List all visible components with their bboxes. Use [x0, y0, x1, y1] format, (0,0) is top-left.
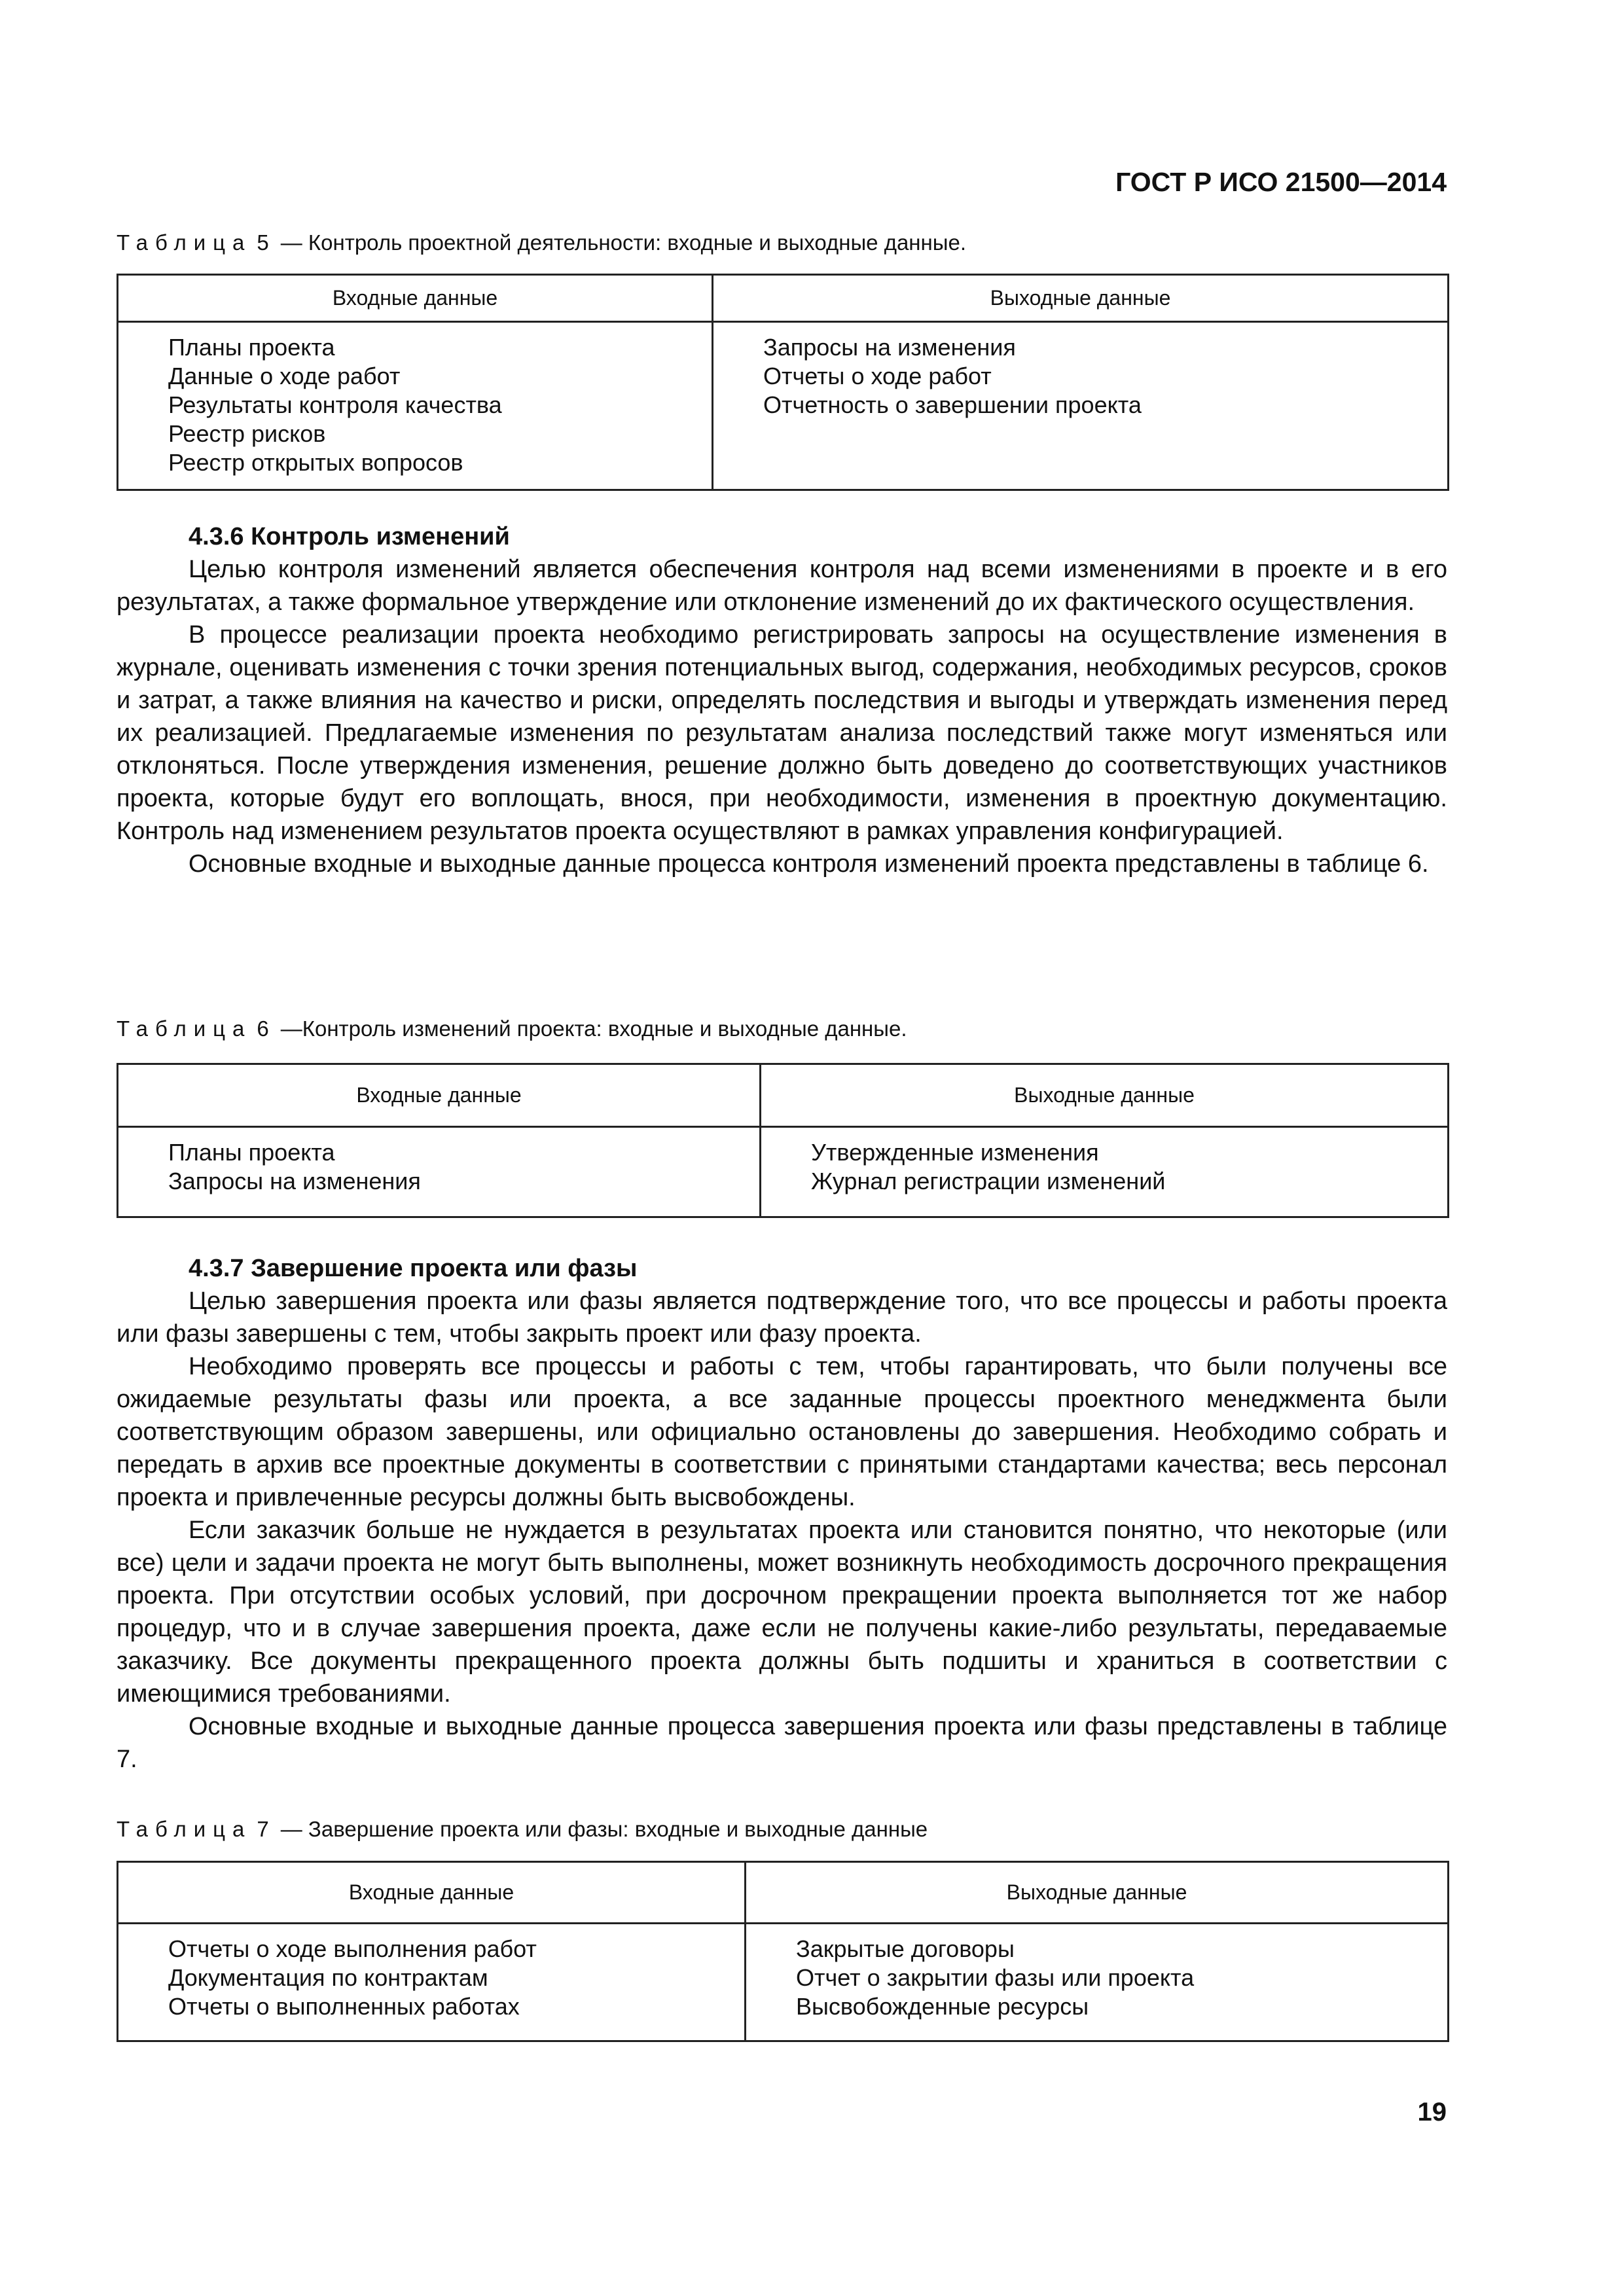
table5-input-item: Данные о ходе работ — [168, 363, 401, 389]
table7-input-item: Документация по контрактам — [168, 1964, 488, 1991]
table6-output-item: Журнал регистрации изменений — [811, 1168, 1166, 1194]
table5-caption-label: Таблица — [117, 230, 252, 255]
table6-outputs-cell — [761, 1127, 1449, 1217]
table5-output-item: Запросы на изменения — [763, 334, 1016, 361]
section-4-3-6-paragraph: В процессе реализации проекта необходимо регистрировать запросы на осуществление изменения в журнале, оценивать изменения с точки зрения потенциальных выгод, содержания, необходимых ресурсов, сроков и затрат, а также влияния на качество и риски, определять последствия и выгоды и утверждать изменения перед их реализацией. Предлагаемые изменения по результатам анализа последствий также могут изменяться или отклоняться. После утверждения изменения, решение должно быть доведено до соответствующих участников проекта, которые будут его воплощать, внося, при необходимости, изменения в проектную документацию. Контроль над изменением результатов проекта осуществляют в рамках управления конфигурацией. — [117, 621, 1447, 845]
table6-header-inputs: Входные данные — [118, 1064, 761, 1127]
table7-inputs-cell — [118, 1924, 746, 2041]
table7-header-inputs: Входные данные — [118, 1862, 746, 1924]
table6-input-item: Запросы на изменения — [168, 1168, 421, 1194]
table6 — [117, 1063, 1449, 1218]
section-4-3-7-paragraph: Основные входные и выходные данные процесса завершения проекта или фазы представлены в таблице 7. — [117, 1713, 1447, 1773]
table7-caption-label: Таблица — [117, 1817, 252, 1841]
table6-input-item: Планы проекта — [168, 1139, 335, 1166]
table7-input-item: Отчеты о выполненных работах — [168, 1993, 520, 2020]
section-4-3-7-paragraph: Необходимо проверять все процессы и работы с тем, чтобы гарантировать, что были получены все ожидаемые результаты фазы или проекта, а все заданные процессы проектного менеджмента были соответствующим образом завершены, или официально остановлены до завершения. Необходимо собрать и передать в архив все проектные документы в соответствии с принятыми стандартами качества; весь персонал проекта и привлеченные ресурсы должны быть высвобождены. — [117, 1353, 1447, 1511]
table7-caption-number: 7 — [257, 1817, 269, 1841]
section-4-3-6-heading: 4.3.6 Контроль изменений — [189, 523, 510, 550]
table5-output-item: Отчеты о ходе работ — [763, 363, 992, 389]
table5-header-outputs: Выходные данные — [713, 275, 1449, 322]
section-4-3-6 — [117, 520, 1447, 880]
table7-output-item: Отчет о закрытии фазы или проекта — [796, 1964, 1195, 1991]
table6-caption-text: —Контроль изменений проекта: входные и выходные данные. — [280, 1016, 907, 1041]
document-code: ГОСТ Р ИСО 21500—2014 — [1115, 167, 1447, 197]
table5-header-inputs: Входные данные — [118, 275, 713, 322]
table5 — [117, 274, 1449, 491]
table7-caption — [117, 1817, 1445, 1842]
table6-inputs-cell — [118, 1127, 761, 1217]
table5-outputs-cell — [713, 322, 1449, 490]
section-4-3-6-paragraph: Основные входные и выходные данные процесса контроля изменений проекта представлены в таблице 6. — [189, 850, 1429, 878]
table6-caption-label: Таблица — [117, 1016, 252, 1041]
table5-input-item: Реестр рисков — [168, 420, 326, 447]
table6-caption — [117, 1016, 1445, 1041]
table5-inputs-cell — [118, 322, 713, 490]
table7-output-item: Закрытые договоры — [796, 1935, 1015, 1962]
table7-header-outputs: Выходные данные — [746, 1862, 1449, 1924]
table5-input-item: Планы проекта — [168, 334, 335, 361]
table5-caption — [117, 230, 1445, 255]
table7-input-item: Отчеты о ходе выполнения работ — [168, 1935, 537, 1962]
page-number: 19 — [1417, 2098, 1447, 2126]
table7-output-item: Высвобожденные ресурсы — [796, 1993, 1089, 2020]
table5-input-item: Реестр открытых вопросов — [168, 449, 463, 476]
section-4-3-7-paragraph: Целью завершения проекта или фазы является подтверждение того, что все процессы и работы проекта или фазы завершены с тем, чтобы закрыть проект или фазу проекта. — [117, 1287, 1447, 1348]
section-4-3-7 — [117, 1252, 1447, 1776]
table5-input-item: Результаты контроля качества — [168, 391, 502, 418]
table5-caption-number: 5 — [257, 230, 269, 255]
section-4-3-7-heading: 4.3.7 Завершение проекта или фазы — [189, 1255, 638, 1282]
table7-outputs-cell — [746, 1924, 1449, 2041]
section-4-3-6-paragraph: Целью контроля изменений является обеспечения контроля над всеми изменениями в проекте и в его результатах, а также формальное утверждение или отклонение изменений до их фактического осуществления. — [117, 556, 1447, 616]
table5-caption-text: — Контроль проектной деятельности: входные и выходные данные. — [280, 230, 966, 255]
table6-output-item: Утвержденные изменения — [811, 1139, 1099, 1166]
table7 — [117, 1861, 1449, 2042]
section-4-3-7-paragraph: Если заказчик больше не нуждается в результатах проекта или становится понятно, что некоторые (или все) цели и задачи проекта не могут быть выполнены, может возникнуть необходимость досрочного прекращения проекта. При отсутствии особых условий, при досрочном прекращении проекта выполняется тот же набор процедур, что и в случае завершения проекта, даже если не получены какие-либо результаты, передаваемые заказчику. Все документы прекращенного проекта должны быть подшиты и храниться в соответствии с имеющимися требованиями. — [117, 1516, 1447, 1708]
table6-caption-number: 6 — [257, 1016, 269, 1041]
table5-output-item: Отчетность о завершении проекта — [763, 391, 1142, 418]
table6-header-outputs: Выходные данные — [761, 1064, 1449, 1127]
table7-caption-text: — Завершение проекта или фазы: входные и выходные данные — [280, 1817, 928, 1841]
